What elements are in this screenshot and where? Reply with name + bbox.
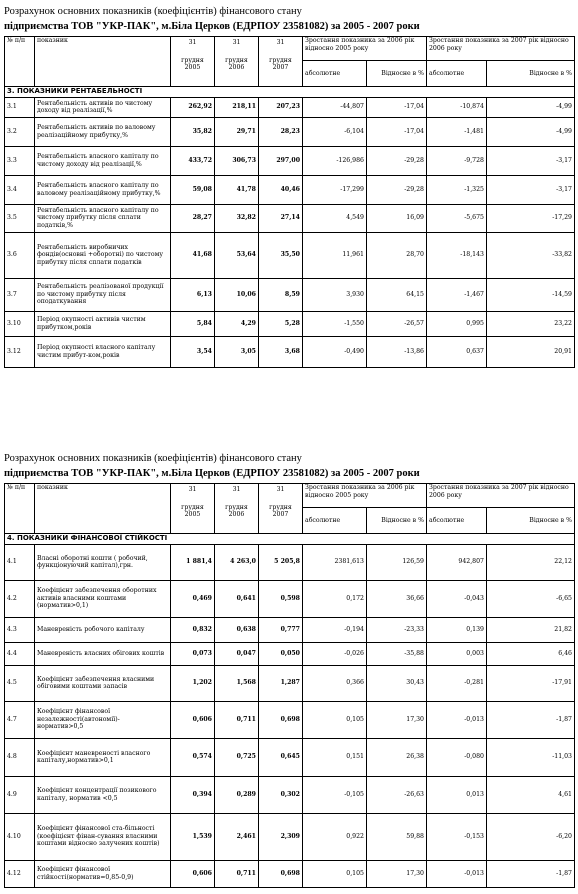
relative-change-2007: -11,03 — [487, 738, 575, 776]
absolute-change-2007: -0,013 — [427, 860, 487, 887]
header-day: 31 — [232, 486, 241, 493]
absolute-change-2007: -5,675 — [427, 204, 487, 232]
indicator-table — [4, 36, 575, 368]
value-2007: 35,50 — [259, 232, 303, 278]
value-2007: 0,302 — [259, 776, 303, 813]
value-2006: 4 263,0 — [215, 544, 259, 580]
table-row — [5, 738, 575, 776]
header-relative: Відносне в % — [487, 61, 575, 87]
relative-change-2006: 59,88 — [367, 813, 427, 860]
value-2005: 41,68 — [171, 232, 215, 278]
relative-change-2007: -1,87 — [487, 860, 575, 887]
row-indicator-name: Маневреність власних обігових коштів — [35, 642, 171, 665]
value-2007: 5 205,8 — [259, 544, 303, 580]
value-2006: 41,78 — [215, 175, 259, 204]
value-2007: 27,14 — [259, 204, 303, 232]
value-2005: 1 881,4 — [171, 544, 215, 580]
absolute-change-2006: 2381,613 — [303, 544, 367, 580]
absolute-change-2006: -0,194 — [303, 617, 367, 642]
row-number: 3.6 — [5, 232, 35, 278]
row-indicator-name: Рентабельність власного капіталу по чистому прибутку після сплати податків,% — [35, 204, 171, 232]
table-row — [5, 580, 575, 617]
relative-change-2007: 20,91 — [487, 336, 575, 367]
table-row — [5, 146, 575, 175]
relative-change-2006: -13,86 — [367, 336, 427, 367]
value-2005: 3,54 — [171, 336, 215, 367]
value-2005: 433,72 — [171, 146, 215, 175]
row-number: 4.9 — [5, 776, 35, 813]
value-2005: 59,08 — [171, 175, 215, 204]
row-indicator-name: Коефіцієнт маневреності власного капіталу,норматив>0,1 — [35, 738, 171, 776]
absolute-change-2006: -44,807 — [303, 97, 367, 117]
header-year-2 — [215, 37, 259, 87]
absolute-change-2006: 0,105 — [303, 860, 367, 887]
relative-change-2007: 23,22 — [487, 311, 575, 336]
row-number: 4.2 — [5, 580, 35, 617]
relative-change-2007: -1,87 — [487, 701, 575, 738]
row-number: 4.12 — [5, 860, 35, 887]
financial-stability-table-block — [4, 451, 574, 888]
row-indicator-name: Рентабельність власного капіталу по валовому реалізаційному прибутку,% — [35, 175, 171, 204]
value-2006: 0,711 — [215, 860, 259, 887]
relative-change-2006: 28,70 — [367, 232, 427, 278]
table-row — [5, 278, 575, 311]
row-indicator-name: Коефіцієнт фінансової незалежності(автономії)- норматив>0,5 — [35, 701, 171, 738]
row-indicator-name: Рентабельність активів по валовому реалізаційному прибутку,% — [35, 117, 171, 146]
table-row — [5, 311, 575, 336]
header-number: № п/п — [5, 484, 35, 534]
header-day: 31 — [188, 39, 197, 46]
section-heading: 3. ПОКАЗНИКИ РЕНТАБЕЛЬНОСТІ — [5, 87, 575, 98]
absolute-change-2006: 0,105 — [303, 701, 367, 738]
absolute-change-2007: -0,080 — [427, 738, 487, 776]
relative-change-2007: -3,17 — [487, 175, 575, 204]
value-2005: 0,606 — [171, 860, 215, 887]
header-year-3 — [259, 484, 303, 534]
absolute-change-2006: -0,490 — [303, 336, 367, 367]
row-indicator-name: Період окупності активів чистим прибутком,років — [35, 311, 171, 336]
absolute-change-2007: -10,874 — [427, 97, 487, 117]
header-growth-2007: Зростання показника за 2007 рік відносно 2006 року — [427, 484, 575, 508]
table-title-line1: Розрахунок основних показників (коефіцієнтів) фінансового стану — [4, 6, 302, 17]
row-number: 3.4 — [5, 175, 35, 204]
row-number: 4.3 — [5, 617, 35, 642]
absolute-change-2006: -126,986 — [303, 146, 367, 175]
row-indicator-name: Рентабельність активів по чистому доходу від реалізації,% — [35, 97, 171, 117]
table-row — [5, 117, 575, 146]
absolute-change-2006: -0,105 — [303, 776, 367, 813]
absolute-change-2007: -0,013 — [427, 701, 487, 738]
absolute-change-2007: -1,325 — [427, 175, 487, 204]
absolute-change-2007: -0,043 — [427, 580, 487, 617]
absolute-change-2006: -0,026 — [303, 642, 367, 665]
value-2006: 0,289 — [215, 776, 259, 813]
header-date: грудня 2006 — [225, 56, 248, 72]
value-2007: 28,23 — [259, 117, 303, 146]
absolute-change-2006: 0,151 — [303, 738, 367, 776]
relative-change-2006: 17,30 — [367, 860, 427, 887]
table-row — [5, 701, 575, 738]
value-2006: 0,638 — [215, 617, 259, 642]
header-relative: Відносне в % — [367, 61, 427, 87]
relative-change-2006: -29,28 — [367, 175, 427, 204]
header-absolute: абсолютне — [303, 61, 367, 87]
absolute-change-2006: -6,104 — [303, 117, 367, 146]
header-absolute: абсолютне — [427, 61, 487, 87]
relative-change-2007: 22,12 — [487, 544, 575, 580]
relative-change-2006: -29,28 — [367, 146, 427, 175]
table-title-line2: підприємства ТОВ "УКР-ПАК", м.Біла Церков (ЕДРПОУ 23581082) за 2005 - 2007 роки — [4, 468, 420, 479]
header-day: 31 — [232, 39, 241, 46]
row-number: 4.1 — [5, 544, 35, 580]
relative-change-2007: -33,82 — [487, 232, 575, 278]
row-number: 3.2 — [5, 117, 35, 146]
header-year-1 — [171, 484, 215, 534]
relative-change-2006: 126,59 — [367, 544, 427, 580]
header-indicator: показник — [35, 37, 171, 87]
relative-change-2006: 36,66 — [367, 580, 427, 617]
value-2007: 297,00 — [259, 146, 303, 175]
value-2007: 0,698 — [259, 860, 303, 887]
row-number: 4.7 — [5, 701, 35, 738]
relative-change-2006: -26,57 — [367, 311, 427, 336]
absolute-change-2007: 0,995 — [427, 311, 487, 336]
value-2006: 0,711 — [215, 701, 259, 738]
header-date: грудня 2005 — [181, 503, 204, 519]
table-row — [5, 336, 575, 367]
value-2005: 0,073 — [171, 642, 215, 665]
relative-change-2007: 6,46 — [487, 642, 575, 665]
value-2005: 1,202 — [171, 665, 215, 701]
value-2005: 0,574 — [171, 738, 215, 776]
row-indicator-name: Коефіцієнт фінансової ста-більності (коефіцієнт фінан-сування власними коштами відносно залучених коштів) — [35, 813, 171, 860]
row-number: 3.1 — [5, 97, 35, 117]
value-2006: 53,64 — [215, 232, 259, 278]
absolute-change-2007: -1,481 — [427, 117, 487, 146]
absolute-change-2007: -1,467 — [427, 278, 487, 311]
absolute-change-2006: 3,930 — [303, 278, 367, 311]
table-row — [5, 813, 575, 860]
profitability-table-block — [4, 4, 574, 368]
relative-change-2007: -17,29 — [487, 204, 575, 232]
relative-change-2007: -3,17 — [487, 146, 575, 175]
row-number: 3.3 — [5, 146, 35, 175]
absolute-change-2007: -0,153 — [427, 813, 487, 860]
value-2006: 0,725 — [215, 738, 259, 776]
header-year-3 — [259, 37, 303, 87]
table-row — [5, 665, 575, 701]
value-2005: 0,469 — [171, 580, 215, 617]
value-2005: 262,92 — [171, 97, 215, 117]
table-row — [5, 175, 575, 204]
relative-change-2006: -23,33 — [367, 617, 427, 642]
row-indicator-name: Маневреність робочого капіталу — [35, 617, 171, 642]
value-2007: 0,598 — [259, 580, 303, 617]
row-number: 4.10 — [5, 813, 35, 860]
header-year-1 — [171, 37, 215, 87]
value-2006: 2,461 — [215, 813, 259, 860]
value-2005: 1,539 — [171, 813, 215, 860]
header-growth-2006: Зростання показника за 2006 рік відносно 2005 року — [303, 37, 427, 61]
absolute-change-2007: 0,003 — [427, 642, 487, 665]
row-number: 3.10 — [5, 311, 35, 336]
value-2006: 4,29 — [215, 311, 259, 336]
absolute-change-2007: 0,637 — [427, 336, 487, 367]
header-year-2 — [215, 484, 259, 534]
row-indicator-name: Період окупності власного капіталу чистим прибут-ком,років — [35, 336, 171, 367]
header-growth-2007: Зростання показника за 2007 рік відносно 2006 року — [427, 37, 575, 61]
value-2006: 306,73 — [215, 146, 259, 175]
row-number: 3.12 — [5, 336, 35, 367]
value-2007: 8,59 — [259, 278, 303, 311]
value-2006: 3,05 — [215, 336, 259, 367]
relative-change-2006: 30,43 — [367, 665, 427, 701]
header-day: 31 — [188, 486, 197, 493]
indicator-table — [4, 483, 575, 888]
table-title-line1: Розрахунок основних показників (коефіцієнтів) фінансового стану — [4, 453, 302, 464]
absolute-change-2007: 0,139 — [427, 617, 487, 642]
value-2005: 0,832 — [171, 617, 215, 642]
row-indicator-name: Рентабельність виробничих фондів(основні +оборотні) по чистому прибутку після сплати податків — [35, 232, 171, 278]
row-number: 4.5 — [5, 665, 35, 701]
value-2005: 0,606 — [171, 701, 215, 738]
absolute-change-2006: 4,549 — [303, 204, 367, 232]
header-growth-2006: Зростання показника за 2006 рік відносно 2005 року — [303, 484, 427, 508]
absolute-change-2007: -9,728 — [427, 146, 487, 175]
table-row — [5, 232, 575, 278]
value-2007: 0,645 — [259, 738, 303, 776]
table-row — [5, 617, 575, 642]
relative-change-2007: -14,59 — [487, 278, 575, 311]
table-row — [5, 97, 575, 117]
absolute-change-2006: 11,961 — [303, 232, 367, 278]
absolute-change-2007: -0,281 — [427, 665, 487, 701]
row-indicator-name: Коефіцієнт забезпечення власними обіговими коштами запасів — [35, 665, 171, 701]
row-number: 3.7 — [5, 278, 35, 311]
header-date: грудня 2005 — [181, 56, 204, 72]
absolute-change-2006: 0,366 — [303, 665, 367, 701]
section-heading: 4. ПОКАЗНИКИ ФІНАНСОВОЇ СТІЙКОСТІ — [5, 534, 575, 545]
table-row — [5, 544, 575, 580]
value-2007: 40,46 — [259, 175, 303, 204]
row-indicator-name: Коефіцієнт забезпечення оборотних активів власними коштами (норматив>0,1) — [35, 580, 171, 617]
header-date: грудня 2007 — [269, 56, 292, 72]
value-2006: 32,82 — [215, 204, 259, 232]
relative-change-2006: -17,04 — [367, 97, 427, 117]
absolute-change-2007: 942,807 — [427, 544, 487, 580]
absolute-change-2006: -17,299 — [303, 175, 367, 204]
table-row — [5, 642, 575, 665]
row-indicator-name: Коефіцієнт концентрації позикового капіталу, норматив <0,5 — [35, 776, 171, 813]
header-day: 31 — [276, 486, 285, 493]
relative-change-2006: 16,09 — [367, 204, 427, 232]
relative-change-2007: -4,99 — [487, 117, 575, 146]
header-relative: Відносне в % — [367, 508, 427, 534]
header-date: грудня 2006 — [225, 503, 248, 519]
relative-change-2007: -6,20 — [487, 813, 575, 860]
row-number: 3.5 — [5, 204, 35, 232]
relative-change-2006: 17,30 — [367, 701, 427, 738]
value-2005: 5,84 — [171, 311, 215, 336]
table-row — [5, 776, 575, 813]
relative-change-2007: 4,61 — [487, 776, 575, 813]
value-2005: 28,27 — [171, 204, 215, 232]
value-2007: 3,68 — [259, 336, 303, 367]
header-absolute: абсолютне — [427, 508, 487, 534]
value-2005: 6,13 — [171, 278, 215, 311]
header-day: 31 — [276, 39, 285, 46]
value-2007: 0,698 — [259, 701, 303, 738]
relative-change-2007: 21,82 — [487, 617, 575, 642]
value-2007: 5,28 — [259, 311, 303, 336]
header-number: № п/п — [5, 37, 35, 87]
header-absolute: абсолютне — [303, 508, 367, 534]
absolute-change-2006: 0,922 — [303, 813, 367, 860]
relative-change-2006: 64,15 — [367, 278, 427, 311]
relative-change-2006: -35,88 — [367, 642, 427, 665]
relative-change-2006: -26,63 — [367, 776, 427, 813]
value-2005: 0,394 — [171, 776, 215, 813]
value-2006: 10,06 — [215, 278, 259, 311]
header-relative: Відносне в % — [487, 508, 575, 534]
value-2007: 2,309 — [259, 813, 303, 860]
row-indicator-name: Рентабельність власного капіталу по чистому доходу від реалізації,% — [35, 146, 171, 175]
value-2007: 207,23 — [259, 97, 303, 117]
relative-change-2006: 26,38 — [367, 738, 427, 776]
value-2006: 1,568 — [215, 665, 259, 701]
row-indicator-name: Коефіцієнт фінансової стійкості(норматив=0,85-0,9) — [35, 860, 171, 887]
value-2007: 0,777 — [259, 617, 303, 642]
table-row — [5, 860, 575, 887]
header-indicator: показник — [35, 484, 171, 534]
relative-change-2006: -17,04 — [367, 117, 427, 146]
row-indicator-name: Рентабельність реалізованої продукції по чистому прибутку після оподаткування — [35, 278, 171, 311]
relative-change-2007: -6,65 — [487, 580, 575, 617]
relative-change-2007: -17,91 — [487, 665, 575, 701]
absolute-change-2006: -1,550 — [303, 311, 367, 336]
absolute-change-2007: -18,143 — [427, 232, 487, 278]
absolute-change-2006: 0,172 — [303, 580, 367, 617]
row-number: 4.8 — [5, 738, 35, 776]
value-2007: 0,050 — [259, 642, 303, 665]
value-2006: 218,11 — [215, 97, 259, 117]
relative-change-2007: -4,99 — [487, 97, 575, 117]
row-number: 4.4 — [5, 642, 35, 665]
row-indicator-name: Власні оборотні кошти ( робочий, функціонуючий капітал),грн. — [35, 544, 171, 580]
value-2006: 29,71 — [215, 117, 259, 146]
absolute-change-2007: 0,013 — [427, 776, 487, 813]
table-title-line2: підприємства ТОВ "УКР-ПАК", м.Біла Церков (ЕДРПОУ 23581082) за 2005 - 2007 роки — [4, 21, 420, 32]
table-row — [5, 204, 575, 232]
value-2007: 1,287 — [259, 665, 303, 701]
value-2005: 35,82 — [171, 117, 215, 146]
header-date: грудня 2007 — [269, 503, 292, 519]
value-2006: 0,641 — [215, 580, 259, 617]
value-2006: 0,047 — [215, 642, 259, 665]
